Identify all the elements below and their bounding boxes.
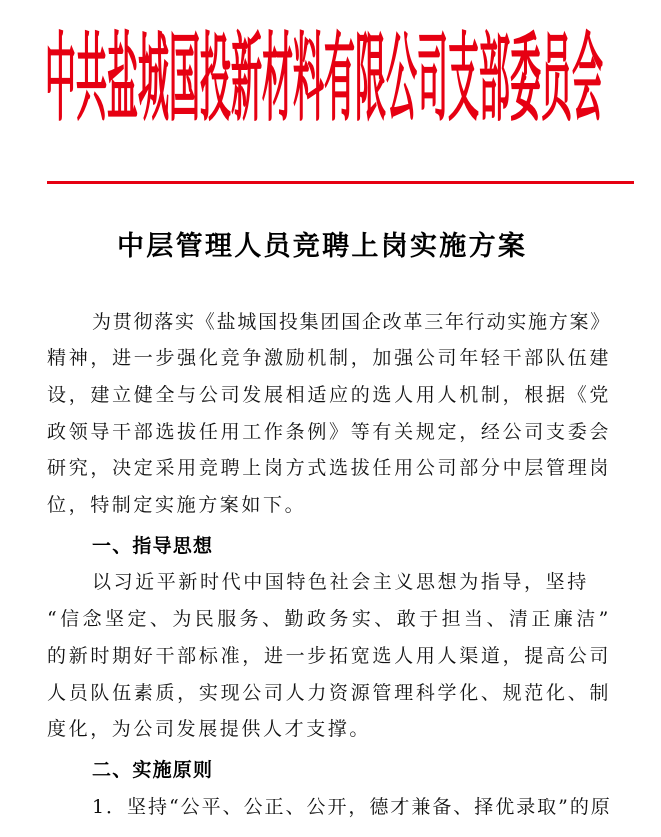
red-header-divider: [47, 181, 634, 184]
document-body: [47, 304, 611, 826]
text-line: 1．坚持“公平、公正、公开，德才兼备、择优录取”的原: [92, 795, 611, 818]
document-title: 中层管理人员竞聘上岗实施方案: [117, 231, 528, 262]
text-line: 位，特制定实施方案如下。: [47, 494, 307, 517]
text-line: 政领导干部选拔任用工作条例》等有关规定，经公司支委会: [47, 420, 611, 443]
text-line: 研究，决定采用竞聘上岗方式选拔任用公司部分中层管理岗: [47, 457, 611, 480]
text-line: 设，建立健全与公司发展相适应的选人用人机制，根据《党: [47, 384, 611, 407]
implementation-principles-paragraph: [47, 789, 611, 826]
red-header-org-name: 中共盐城国投新材料有限公司支部委员会: [45, 24, 603, 137]
text-line: 的新时期好干部标准，进一步拓宽选人用人渠道，提高公司: [47, 644, 611, 667]
text-line: 人员队伍素质，实现公司人力资源管理科学化、规范化、制: [47, 681, 611, 704]
section-heading-guiding-ideology: 一、指导思想: [92, 534, 214, 557]
guiding-ideology-paragraph: [47, 564, 611, 747]
text-line: 为贯彻落实《盐城国投集团国企改革三年行动实施方案》: [92, 310, 611, 333]
intro-paragraph: [47, 304, 611, 524]
section-heading-implementation-principles: 二、实施原则: [92, 758, 214, 781]
text-line: “信念坚定、为民服务、勤政务实、敢于担当、清正廉洁”: [47, 608, 611, 631]
text-line: 以习近平新时代中国特色社会主义思想为指导，坚持: [92, 571, 589, 594]
text-line: 度化，为公司发展提供人才支撑。: [47, 718, 372, 741]
text-line: 精神，进一步强化竞争激励机制，加强公司年轻干部队伍建: [47, 347, 611, 370]
